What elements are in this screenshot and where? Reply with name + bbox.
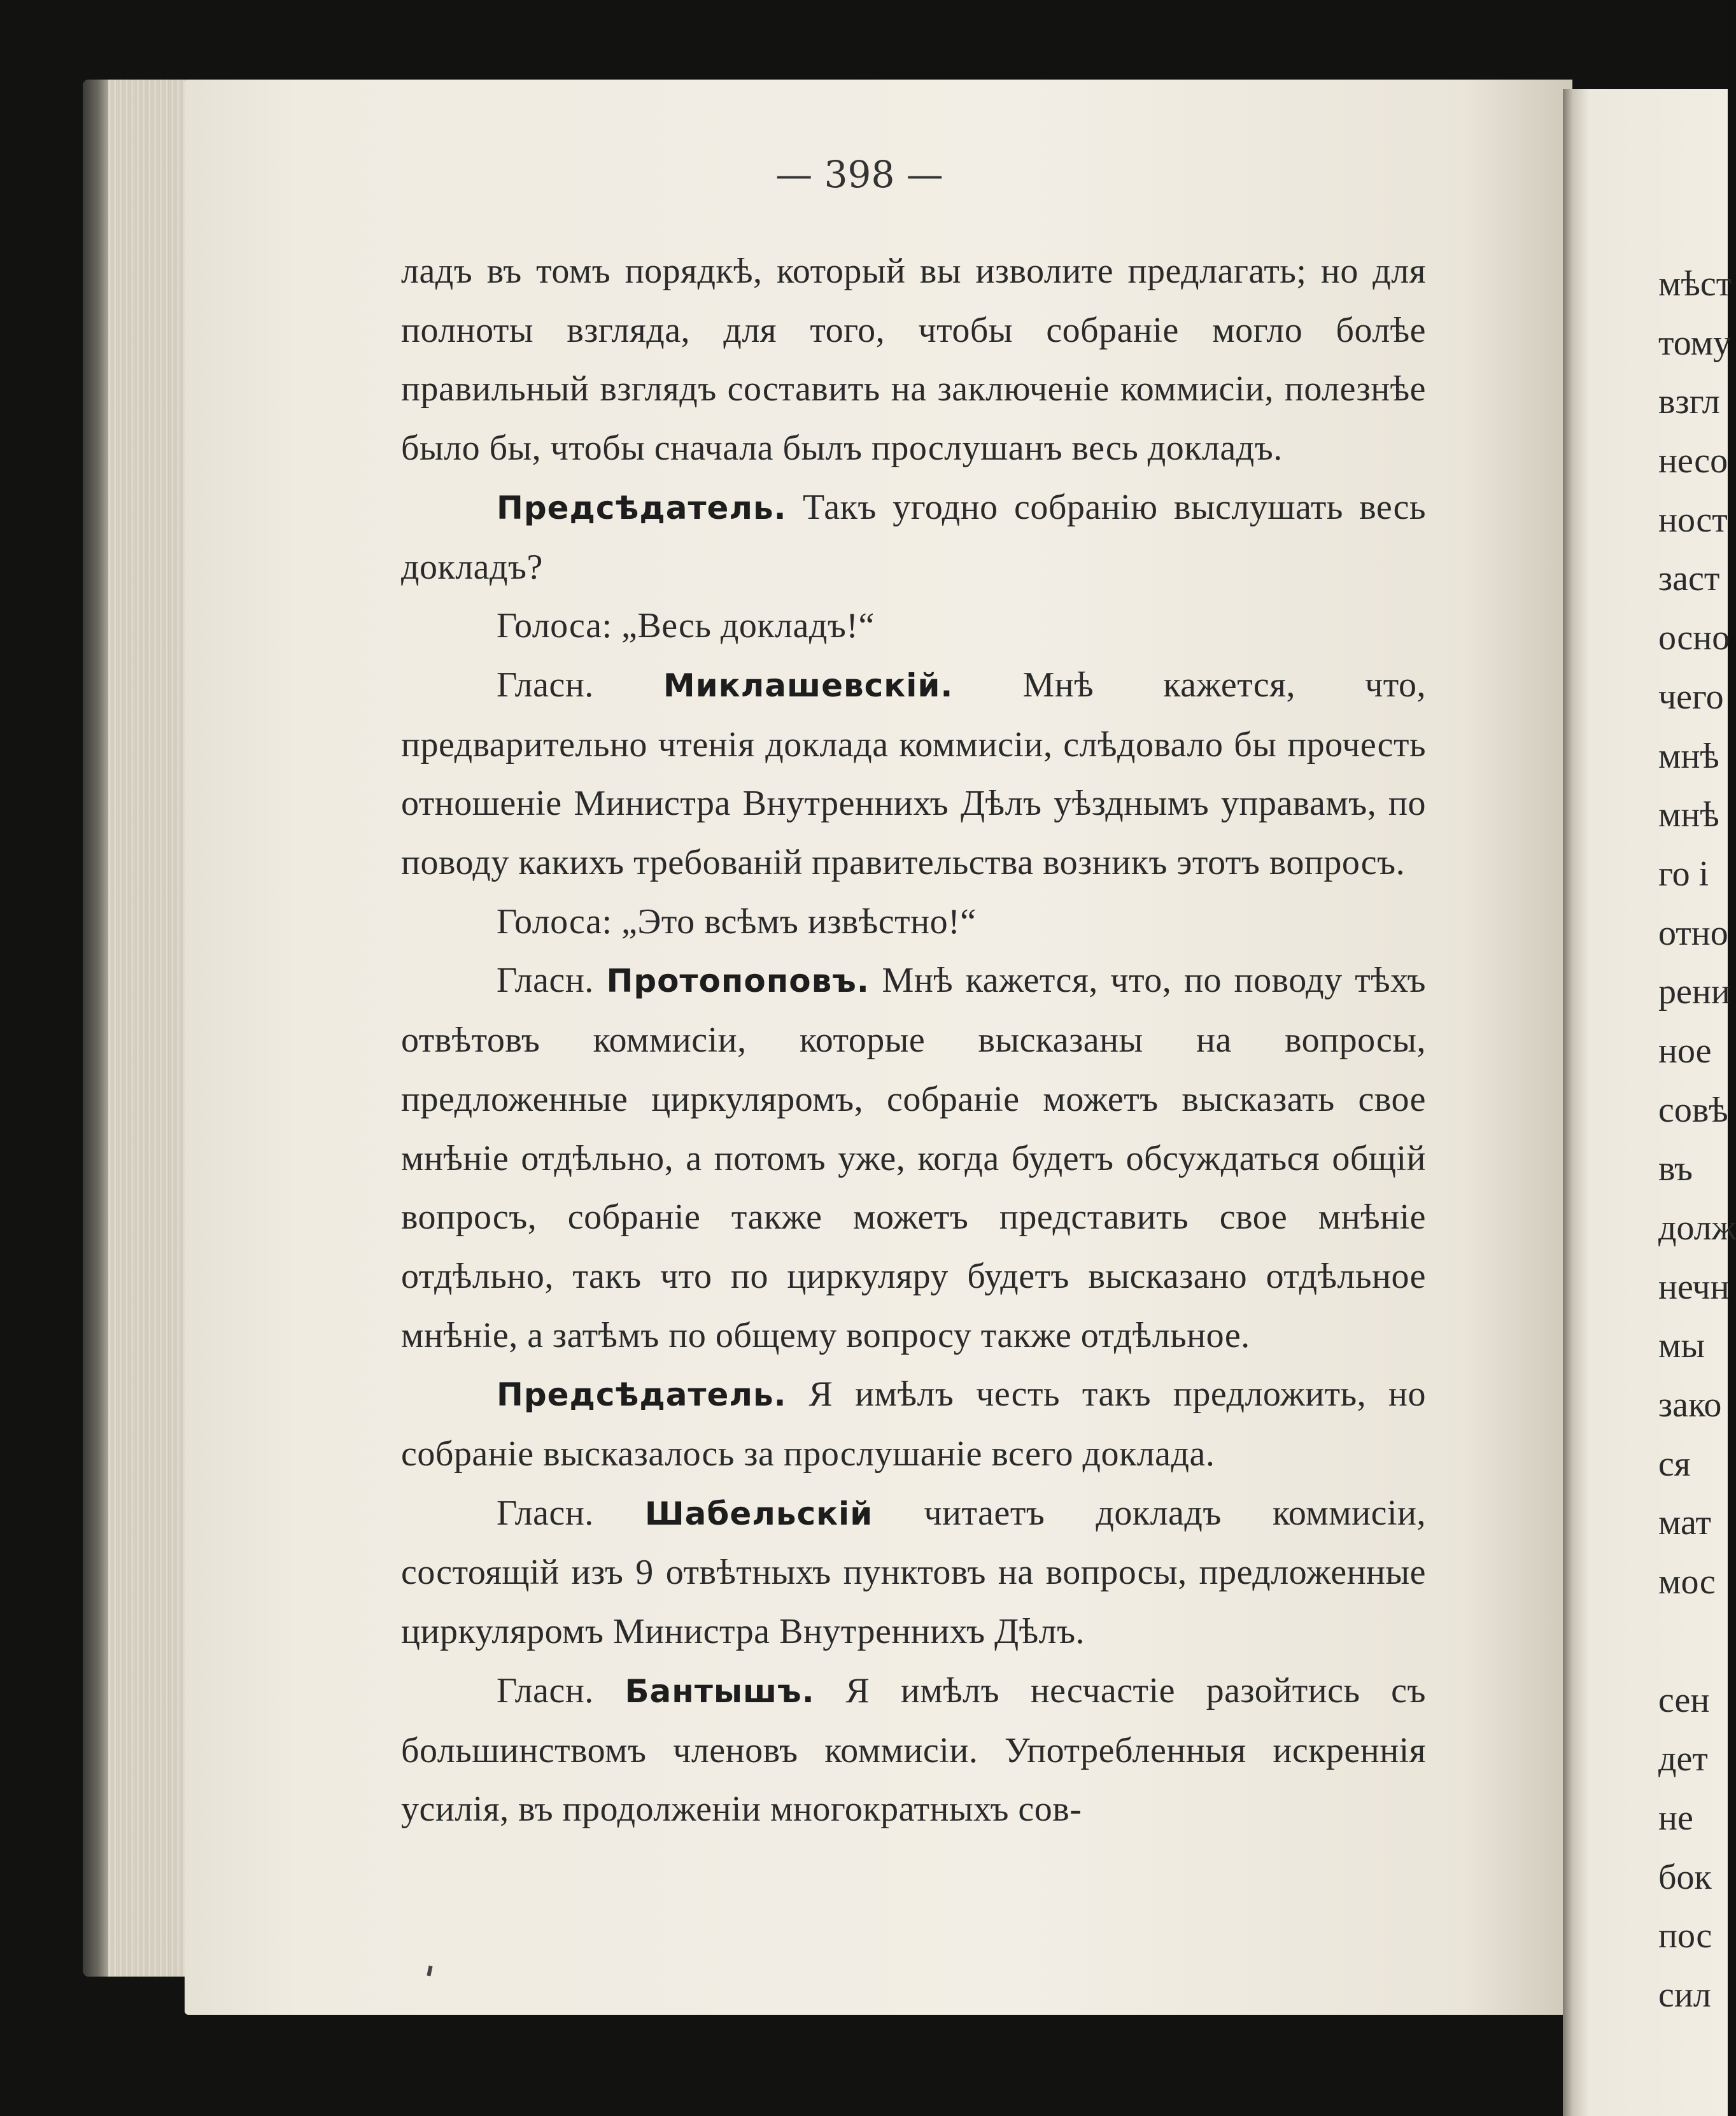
- right-page-line: мы: [1658, 1326, 1705, 1366]
- paragraph-3: [401, 656, 1426, 892]
- right-page-line: го і: [1658, 854, 1709, 894]
- right-page-line: совѣ: [1658, 1090, 1728, 1130]
- right-page-line: ност: [1658, 500, 1728, 540]
- paragraph-5: [401, 951, 1426, 1365]
- right-page-line: сил: [1658, 1975, 1711, 2015]
- paragraph-4: [401, 892, 1426, 952]
- speaker-name: Бантышъ.: [625, 1672, 815, 1710]
- right-page-line: мат: [1658, 1503, 1711, 1543]
- right-page-line: заст: [1658, 559, 1720, 599]
- right-page-line: дет: [1658, 1739, 1708, 1779]
- right-page-text: [1658, 255, 1736, 2025]
- speaker-prefix: Гласн.: [497, 1670, 625, 1710]
- right-page-line: мнѣ: [1658, 736, 1719, 776]
- speaker-name: Шабельскій: [644, 1495, 873, 1532]
- speaker-name: Протопоповъ.: [606, 963, 870, 1000]
- paragraph-text: Голоса: „Весь докладъ!“: [497, 606, 875, 646]
- right-page-line: чего: [1658, 677, 1724, 717]
- right-page-line: тому: [1658, 323, 1732, 363]
- paragraph-7: [401, 1484, 1426, 1661]
- page-number: — 398 —: [775, 153, 943, 196]
- right-page-line: ся: [1658, 1444, 1691, 1484]
- right-page-line: осно: [1658, 618, 1730, 658]
- paragraph-text: Такъ угодно собранію выслушать весь докладъ?: [401, 487, 1426, 587]
- paragraph-text: Я имѣлъ несчастіе разойтись съ большинствомъ членовъ коммисіи. Употребленныя искреннія усилія, въ продолженіи многократныхъ сов-: [401, 1670, 1426, 1830]
- speaker-prefix: Гласн.: [497, 1493, 645, 1533]
- right-page-line: сен: [1658, 1680, 1710, 1720]
- right-page-line: отно: [1658, 913, 1728, 953]
- page-body: [401, 242, 1426, 1839]
- speaker-name: Миклашевскій.: [663, 667, 954, 704]
- right-page-line: ное: [1658, 1031, 1712, 1071]
- paragraph-text: читаетъ докладъ коммисіи, состоящій изъ 9 отвѣтныхъ пунктовъ на вопросы, предложенные циркуляромъ Министра Внутреннихъ Дѣлъ.: [401, 1493, 1426, 1652]
- right-page-line: мос: [1658, 1562, 1716, 1602]
- paragraph-2: [401, 596, 1426, 656]
- right-page-line: мнѣ: [1658, 795, 1719, 835]
- paragraph-6: [401, 1365, 1426, 1483]
- speaker-prefix: Гласн.: [497, 961, 607, 1001]
- right-page-line: зако: [1658, 1385, 1722, 1425]
- speaker-name: Предсѣдатель.: [497, 489, 787, 526]
- paragraph-text: Я имѣлъ честь такъ предложить, но собраніе высказалось за прослушаніе всего доклада.: [401, 1374, 1426, 1474]
- paragraph-8: [401, 1661, 1426, 1839]
- right-page-line: бок: [1658, 1857, 1712, 1897]
- paragraph-1: [401, 478, 1426, 596]
- right-page-line: нечн: [1658, 1267, 1730, 1307]
- paragraph-0: [401, 242, 1426, 478]
- book-spine-shadow: [83, 80, 108, 1977]
- right-page-blank-line: [1658, 1612, 1736, 1671]
- paragraph-text: Мнѣ кажется, что, по поводу тѣхъ отвѣтовъ коммисіи, которые высказаны на вопросы, предложенные циркуляромъ, собраніе можетъ высказать свое мнѣніе отдѣльно, а потомъ уже, когда будетъ обсуждаться общій вопросъ, собраніе также можетъ представить свое мнѣніе отдѣльно, такъ что по циркуляру будетъ высказано отдѣльное мнѣніе, а затѣмъ по общему вопросу также отдѣльное.: [401, 961, 1426, 1355]
- right-page-line: пос: [1658, 1916, 1712, 1956]
- right-page-line: не: [1658, 1798, 1693, 1838]
- speaker-name: Предсѣдатель.: [497, 1376, 787, 1414]
- right-page-line: взгл: [1658, 382, 1720, 422]
- right-page-line: мѣст: [1658, 264, 1732, 304]
- right-page-line: несо: [1658, 441, 1728, 481]
- paragraph-text: Голоса: „Это всѣмъ извѣстно!“: [497, 901, 977, 942]
- paragraph-text: Мнѣ кажется, что, предварительно чтенія доклада коммисіи, слѣдовало бы прочесть отношеніе Министра Внутреннихъ Дѣлъ уѣзднымъ управамъ, по поводу какихъ требованій правительства возникъ этотъ вопросъ.: [401, 665, 1427, 883]
- right-page-line: рени: [1658, 972, 1730, 1012]
- paragraph-text: ладъ въ томъ порядкѣ, который вы изволите предлагать; но для полноты взгляда, для того, чтобы собраніе могло болѣе правильный взглядъ составить на заключеніе коммисіи, полезнѣе было бы, чтобы сначала былъ прослушанъ весь докладъ.: [401, 251, 1426, 469]
- right-page-line: въ: [1658, 1149, 1693, 1189]
- speaker-prefix: Гласн.: [497, 665, 663, 705]
- right-page-line: долж: [1658, 1208, 1736, 1248]
